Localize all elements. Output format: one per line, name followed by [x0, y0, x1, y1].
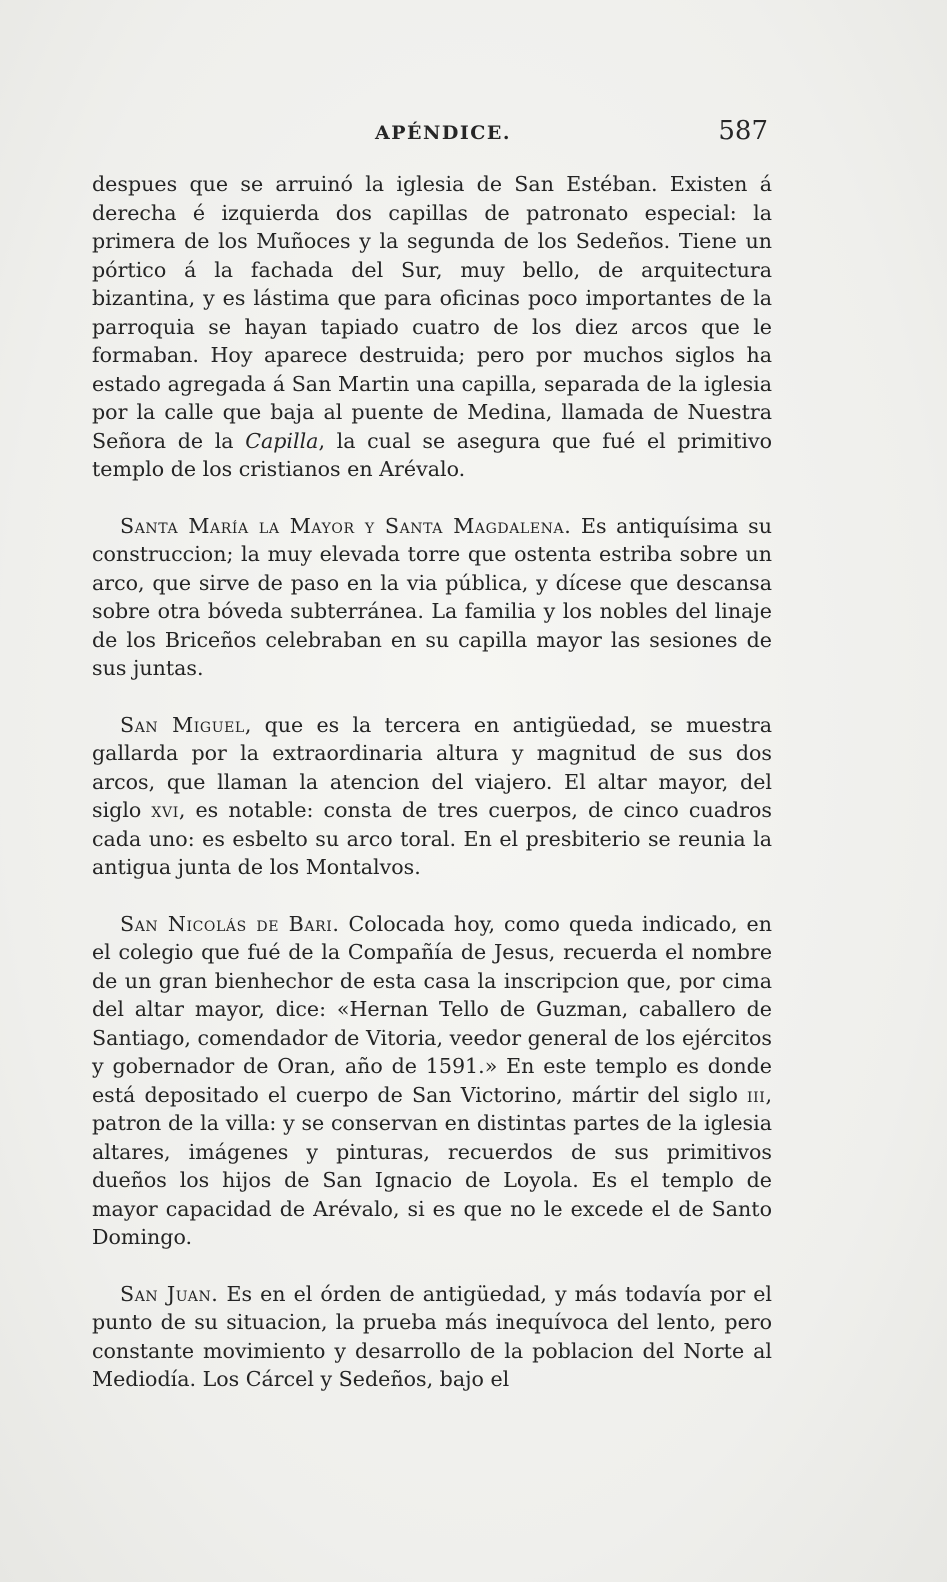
paragraph-heading: Santa María la Mayor y Santa Magdalena.	[120, 513, 572, 538]
paragraph-italic: Capilla	[245, 428, 319, 453]
paragraph-text: Es en el órden de antigüedad, y más todavía por el punto de su situacion, la prueba más inequívoca del lento, pero constante movimiento y desarrollo de la poblacion del Norte al Mediodía. Los Cárcel y Sedeños, bajo el	[92, 1281, 772, 1391]
body-text	[92, 170, 772, 1394]
roman-numeral: xvi	[151, 798, 179, 822]
paragraph-text: , que es la tercera en antigüedad, se muestra gallarda por la extraordinaria altura y magnitud de sus dos arcos, que llaman la atencion del viajero. El altar mayor, del siglo	[92, 712, 772, 822]
paragraph-san-martin	[92, 170, 772, 484]
paragraph-san-miguel	[92, 711, 772, 882]
paragraph-text-after: , la cual se asegura que fué el primitivo templo de los cristianos en Arévalo.	[92, 428, 773, 481]
paragraph-text: despues que se arruinó la iglesia de San Estéban. Existen á derecha é izquierda dos capillas de patronato especial: la primera de los Muñoces y la segunda de los Sedeños. Tiene un pórtico á la fachada del Sur, muy bello, de arquitectura bizantina, y es lástima que para oficinas poco importantes de la parroquia se hayan tapiado cuatro de los diez arcos que le formaban. Hoy aparece destruida; pero por muchos siglos ha estado agregada á San Martin una capilla, separada de la iglesia por la calle que baja al puente de Medina, llamada de Nuestra Señora de la	[92, 172, 772, 453]
running-head: APÉNDICE.	[375, 122, 511, 144]
page-number: 587	[718, 116, 768, 146]
paragraph-san-nicolas	[92, 910, 772, 1252]
paragraph-san-juan	[92, 1280, 772, 1394]
page-header	[92, 114, 772, 150]
roman-numeral: iii	[747, 1082, 766, 1107]
paragraph-heading: San Juan.	[120, 1281, 219, 1306]
paragraph-heading: San Nicolás de Bari.	[120, 911, 340, 936]
paragraph-heading: San Miguel	[120, 712, 245, 737]
paragraph-santa-maria	[92, 512, 772, 683]
paragraph-text-after: , es notable: consta de tres cuerpos, de cinco cuadros cada uno: es esbelto su arco toral. En el presbiterio se reunia la antigua junta de los Montalvos.	[92, 798, 772, 879]
paragraph-text-after: , patron de la villa: y se conservan en distintas partes de la iglesia altares, imágenes y pinturas, recuerdos de sus primitivos dueños los hijos de San Ignacio de Loyola. Es el templo de mayor capacidad de Arévalo, si es que no le excede el de Santo Domingo.	[92, 1082, 772, 1249]
paragraph-text: Colocada hoy, como queda indicado, en el colegio que fué de la Compañía de Jesus, recuerda el nombre de un gran bienhechor de esta casa la inscripcion que, por cima del altar mayor, dice: «Hernan Tello de Guzman, caballero de Santiago, comendador de Vitoria, veedor general de los ejércitos y gobernador de Oran, año de 1591.» En este templo es donde está depositado el cuerpo de San Victorino, mártir del siglo	[92, 911, 772, 1107]
paragraph-text: Es antiquísima su construccion; la muy elevada torre que ostenta estriba sobre un arco, que sirve de paso en la via pública, y dícese que descansa sobre otra bóveda subterránea. La familia y los nobles del linaje de los Briceños celebraban en su capilla mayor las sesiones de sus juntas.	[92, 513, 772, 680]
